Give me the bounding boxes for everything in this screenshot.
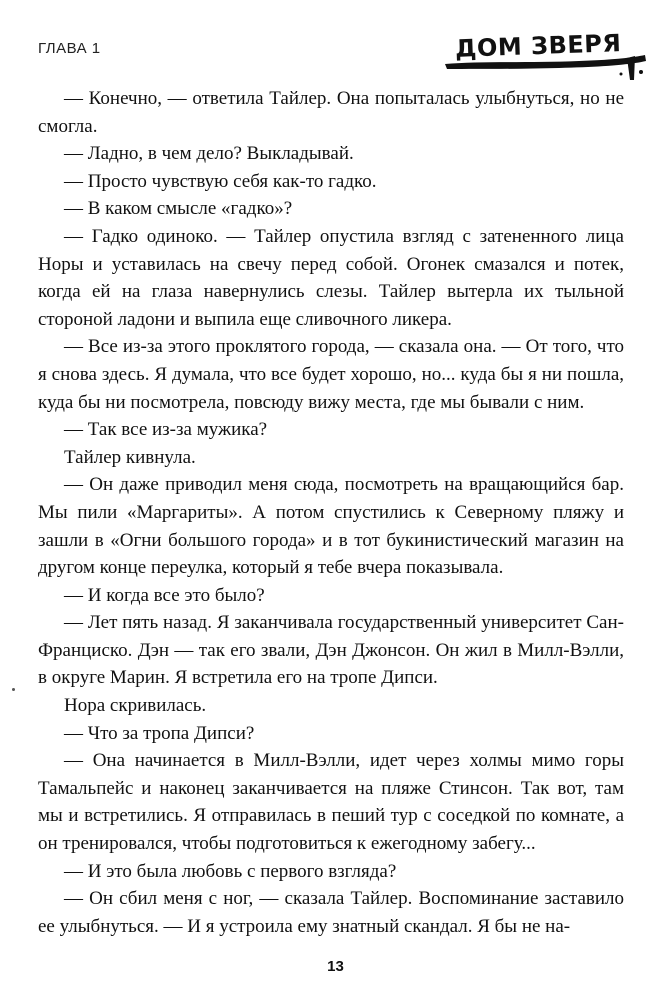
paragraph: — Она начинается в Милл-Вэлли, идет через холмы мимо горы Тамальпейс и наконец заканчивается на пляже Стинсон. Так вот, там мы и встретились. Я отправилась в пеший тур с соседкой по комнате, а он тренировался, чтобы подготовиться к ежегодному забегу... [38, 750, 624, 855]
paragraph: — Что за тропа Дипси? [64, 722, 255, 744]
paragraph: — Все из-за этого проклятого города, — сказала она. — От того, что я снова здесь. Я думала, что все будет хорошо, но... куда бы я ни пошла, куда бы ни посмотрела, повсюду вижу места, где мы бывали с ним. [38, 336, 624, 413]
paragraph: — Просто чувствую себя как-то гадко. [64, 170, 377, 192]
chapter-heading: ГЛАВА 1 [38, 40, 101, 57]
book-title-logo [439, 28, 649, 80]
body-text [38, 85, 624, 940]
paragraph: — И это была любовь с первого взгляда? [64, 860, 397, 882]
paragraph: Тайлер кивнула. [64, 446, 196, 468]
paragraph: — В каком смысле «гадко»? [64, 198, 293, 220]
paragraph: — Ладно, в чем дело? Выкладывай. [64, 143, 354, 165]
scan-speck [12, 688, 15, 691]
paragraph: — Он даже приводил меня сюда, посмотреть на вращающийся бар. Мы пили «Маргариты». А потом спустились к Северному пляжу и зашли в «Огни большого города» и в тот букинистический магазин на другом конце переулка, который я тебе вчера показывала. [38, 474, 624, 579]
paragraph: — Конечно, — ответила Тайлер. Она попыталась улыбнуться, но не смогла. [38, 88, 624, 137]
paragraph: — И когда все это было? [64, 584, 265, 606]
paragraph: — Так все из-за мужика? [64, 419, 268, 441]
book-title: ДОМ ЗВЕРЯ [454, 29, 622, 63]
paragraph: — Гадко одиноко. — Тайлер опустила взгляд с затененного лица Норы и уставилась на свечу перед собой. Огонек смазался и потек, когда ей на глаза навернулись слезы. Тайлер вытерла их тыльной стороной ладони и выпила еще сливочного ликера. [38, 225, 624, 330]
paragraph: — Лет пять назад. Я заканчивала государственный университет Сан-Франциско. Дэн — так его звали, Дэн Джонсон. Он жил в Милл-Вэлли, в округе Марин. Я встретила его на тропе Дипси. [38, 612, 624, 689]
paragraph: — Он сбил меня с ног, — сказала Тайлер. Воспоминание заставило ее улыбнуться. — И я устроила ему знатный скандал. Я бы не на- [38, 888, 624, 937]
paragraph: Нора скривилась. [64, 695, 207, 717]
page-number: 13 [327, 958, 344, 975]
